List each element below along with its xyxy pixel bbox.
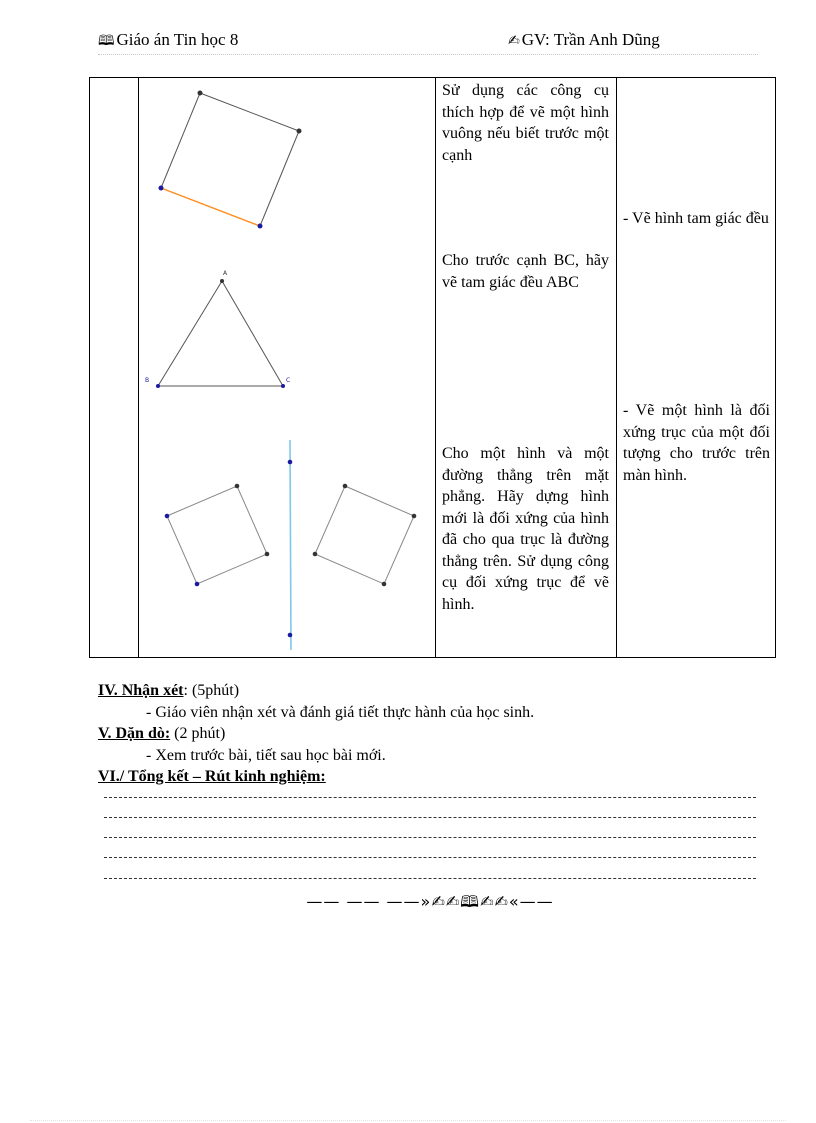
square-vertex (198, 91, 203, 96)
original-vertex (165, 514, 170, 519)
triangle-vertex (220, 279, 224, 283)
square-vertex (159, 186, 164, 191)
section-heading: V. Dặn dò: (98, 725, 171, 742)
original-vertex (195, 582, 200, 587)
reflected-square (315, 486, 414, 584)
page-header (98, 28, 758, 55)
goal-triangle: - Vẽ hình tam giác đều (623, 210, 769, 227)
triangle-vertex (156, 384, 160, 388)
triangle-vertex (281, 384, 285, 388)
square-vertex (297, 129, 302, 134)
original-vertex (265, 552, 270, 557)
task-symmetry: Cho một hình và một đường thẳng trên mặt phẳng. Hãy dựng hình mới là đối xứng của hình đã cho qua trục là đường thẳng trên. Sử dụng công cụ đối xứng trục để vẽ hình. (442, 445, 609, 613)
triangle-edge (158, 281, 222, 386)
vertex-label-b: B (145, 377, 150, 384)
book-icon: 🕮 (98, 33, 115, 49)
page-bottom-divider (30, 1120, 786, 1121)
axis-point (288, 633, 293, 638)
lesson-table (89, 77, 776, 658)
vertex-label-c: C (286, 377, 291, 384)
section-duration: (2 phút) (170, 725, 226, 742)
triangle-figure (145, 270, 290, 388)
reflected-vertex (343, 484, 348, 489)
square-vertex (258, 224, 263, 229)
lesson-title: Giáo án Tin học 8 (116, 30, 239, 49)
original-vertex (235, 484, 240, 489)
symmetry-figure (165, 440, 417, 650)
table-cell-tasks (436, 78, 617, 658)
note-line (104, 817, 756, 818)
note-line (104, 797, 756, 798)
section-heading: IV. Nhận xét (98, 682, 184, 699)
square-figure (159, 91, 302, 229)
reflected-vertex (382, 582, 387, 587)
teacher-name: GV: Trần Anh Dũng (521, 30, 660, 49)
goal-symmetry: - Vẽ một hình là đối xứng trục của một đối tượng cho trước trên màn hình. (623, 402, 770, 484)
table-cell-figures (139, 78, 436, 658)
vertex-label-a: A (223, 270, 228, 277)
reflected-vertex (313, 552, 318, 557)
symmetry-axis (290, 440, 291, 650)
section-detail: - Giáo viên nhận xét và đánh giá tiết thực hành của học sinh. (146, 703, 535, 721)
section-detail: - Xem trước bài, tiết sau học bài mới. (146, 746, 386, 764)
header-right (508, 30, 660, 50)
original-square (167, 486, 267, 584)
square-edge (161, 93, 200, 188)
section-duration: : (5phút) (183, 682, 240, 699)
square-edge (260, 131, 299, 226)
task-triangle: Cho trước cạnh BC, hãy vẽ tam giác đều ABC (442, 252, 609, 291)
section-dan-do (98, 723, 758, 745)
pen-icon: ✍ (508, 33, 520, 49)
geometry-figures (139, 78, 435, 657)
lesson-sections (98, 680, 758, 788)
note-line (104, 857, 756, 858)
section-nhan-xet (98, 680, 758, 702)
axis-point (288, 460, 293, 465)
note-line (104, 878, 756, 879)
triangle-edge (222, 281, 283, 386)
table-cell-goals (617, 78, 776, 658)
reflected-vertex (412, 514, 417, 519)
section-tong-ket (98, 766, 758, 788)
header-left (98, 30, 238, 54)
section-heading: VI./ Tổng kết – Rút kinh nghiệm: (98, 768, 326, 785)
square-given-edge (161, 188, 260, 226)
square-edge (200, 93, 299, 131)
task-square: Sử dụng các công cụ thích hợp để vẽ một hình vuông nếu biết trước một cạnh (442, 82, 609, 164)
table-cell-empty (90, 78, 139, 658)
footer-ornament: —— —— ——»✍✍🕮✍✍«—— (306, 892, 554, 911)
note-line (104, 837, 756, 838)
